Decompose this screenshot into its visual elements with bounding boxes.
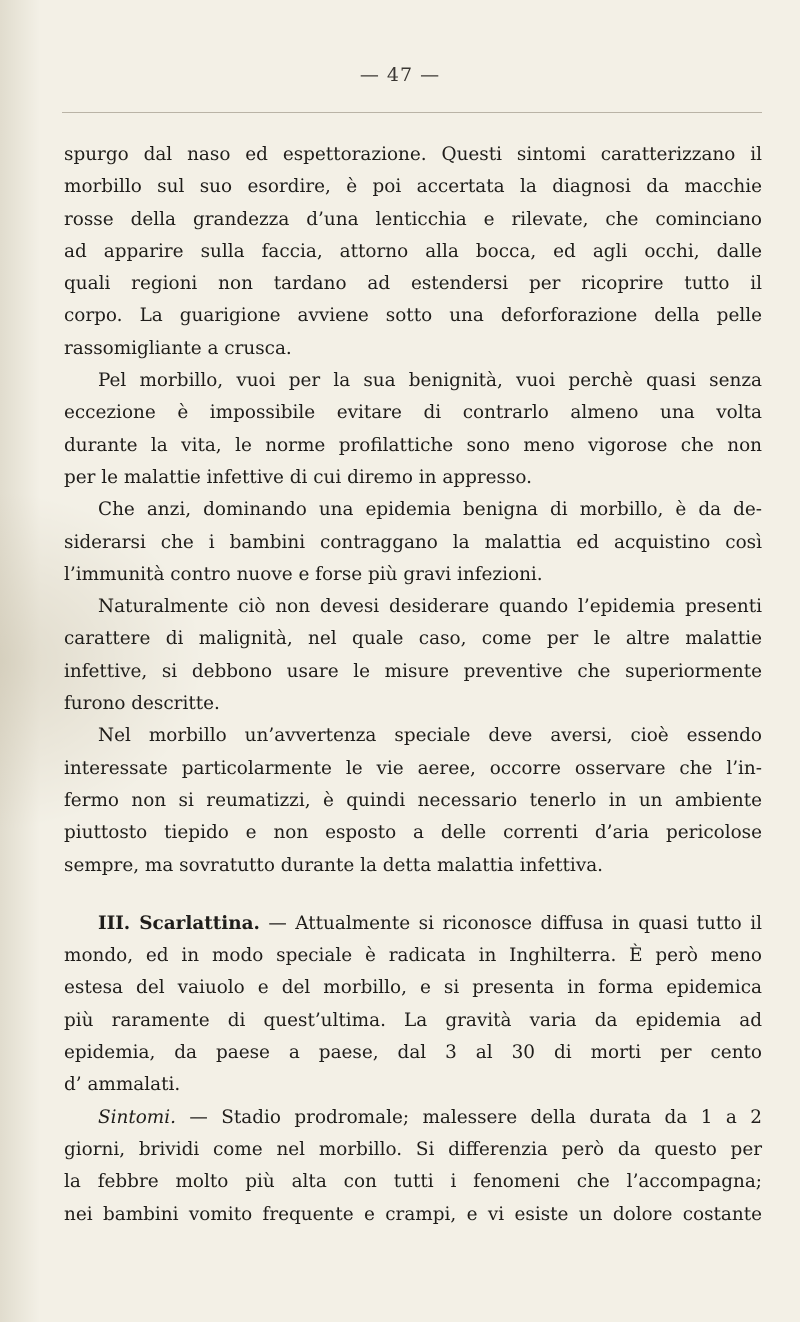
text-line: giorni, brividi come nel morbillo. Si differenzia però da questo per xyxy=(64,1138,762,1160)
text-line: d’ ammalati. xyxy=(64,1074,181,1096)
text-line xyxy=(64,1102,762,1134)
text-line: eccezione è impossibile evitare di contrarlo almeno una volta xyxy=(64,402,762,424)
paragraph xyxy=(64,494,762,591)
page-number: — 47 — xyxy=(359,64,441,86)
text-line: sempre, ma sovratutto durante la detta malattia infettiva. xyxy=(64,854,604,876)
text-line: corpo. La guarigione avviene sotto una deforforazione della pelle xyxy=(64,305,762,327)
header-rule xyxy=(62,112,762,113)
paragraph xyxy=(64,720,762,881)
text-line: fermo non si reumatizzi, è quindi necessario tenerlo in un ambiente xyxy=(64,789,762,811)
text-line: mondo, ed in modo speciale è radicata in Inghilterra. È però meno xyxy=(64,945,762,967)
text-line: morbillo sul suo esordire, è poi accertata la diagnosi da macchie xyxy=(64,176,762,198)
text-line: quali regioni non tardano ad estendersi per ricoprire tutto il xyxy=(64,273,762,295)
text-line: la febbre molto più alta con tutti i fenomeni che l’accompagna; xyxy=(64,1171,762,1193)
text-line: nei bambini vomito frequente e crampi, e vi esiste un dolore costante xyxy=(64,1203,762,1225)
paragraph xyxy=(64,908,762,1102)
paragraph xyxy=(64,591,762,720)
paragraph xyxy=(64,139,762,365)
text-line: rosse della grandezza d’una lenticchia e rilevate, che cominciano xyxy=(64,208,762,230)
text-line: più raramente di quest’ultima. La gravità varia da epidemia ad xyxy=(64,1009,762,1031)
text-line: Nel morbillo un’avvertenza speciale deve aversi, cioè essendo xyxy=(98,725,762,747)
section-heading: III. Scarlattina. xyxy=(98,912,260,934)
text-line: per le malattie infettive di cui diremo in appresso. xyxy=(64,466,533,488)
text-line: furono descritte. xyxy=(64,693,220,715)
section-gap xyxy=(64,882,762,908)
text-line: ad apparire sulla faccia, attorno alla bocca, ed agli occhi, dalle xyxy=(64,240,762,262)
text-line: interessate particolarmente le vie aeree, occorre osservare che l’in- xyxy=(64,757,762,779)
paragraph xyxy=(64,1102,762,1231)
text-line: carattere di malignità, nel quale caso, come per le altre malattie xyxy=(64,628,762,650)
subsection-heading: Sintomi. xyxy=(98,1106,176,1128)
paragraph xyxy=(64,365,762,494)
text-line: piuttosto tiepido e non esposto a delle correnti d’aria pericolose xyxy=(64,822,762,844)
text-line: spurgo dal naso ed espettorazione. Questi sintomi caratterizzano il xyxy=(64,144,762,165)
text-line: Naturalmente ciò non devesi desiderare quando l’epidemia presenti xyxy=(98,596,762,618)
text-run: — Stadio prodromale; malessere della durata da 1 a 2 xyxy=(175,1106,762,1128)
body-text xyxy=(64,139,762,1231)
text-line: durante la vita, le norme profilattiche sono meno vigorose che non xyxy=(64,434,762,456)
text-line: l’immunità contro nuove e forse più gravi infezioni. xyxy=(64,563,543,585)
text-run: — Attualmente si riconosce diffusa in quasi tutto il xyxy=(259,912,762,934)
text-line: epidemia, da paese a paese, dal 3 al 30 di morti per cento xyxy=(64,1042,762,1064)
text-line: Pel morbillo, vuoi per la sua benignità, vuoi perchè quasi senza xyxy=(98,370,762,392)
text-line: infettive, si debbono usare le misure preventive che superiormente xyxy=(64,660,762,682)
text-line: estesa del vaiuolo e del morbillo, e si presenta in forma epidemica xyxy=(64,977,762,999)
text-line: siderarsi che i bambini contraggano la malattia ed acquistino così xyxy=(64,531,762,553)
text-line xyxy=(64,908,762,940)
text-line: Che anzi, dominando una epidemia benigna di morbillo, è da de- xyxy=(98,499,762,521)
text-line: rassomigliante a crusca. xyxy=(64,337,292,359)
